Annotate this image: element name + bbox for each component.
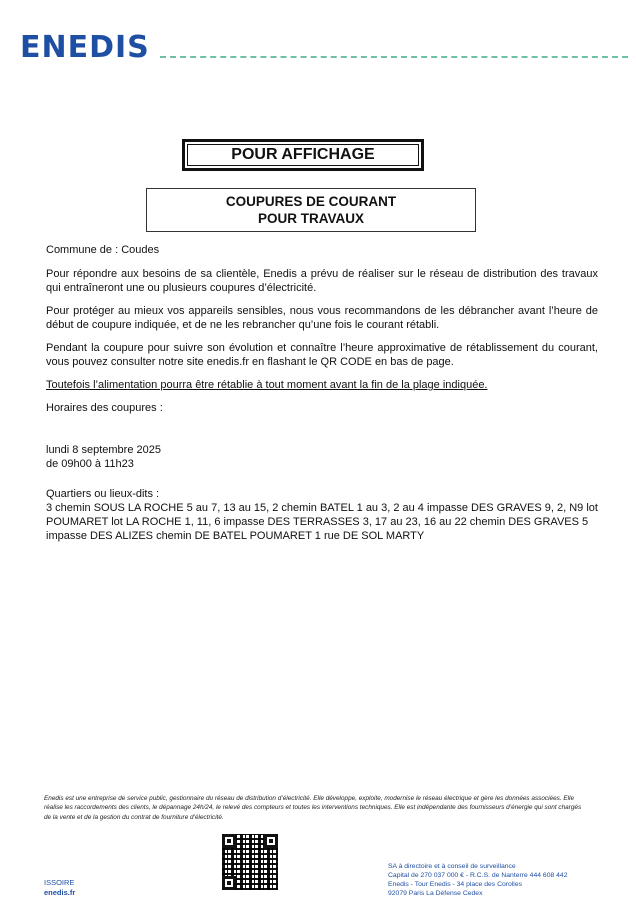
paragraph-1: Pour répondre aux besoins de sa clientèle, Enedis a prévu de réaliser sur le réseau de distribution des travaux qui entraîneront une ou plusieurs coupures d’électricité. xyxy=(46,268,598,294)
legal-line: Capital de 270 037 000 € - R.C.S. de Nanterre 444 608 442 xyxy=(388,872,568,879)
horaires-label: Horaires des coupures : xyxy=(46,402,163,414)
title-box xyxy=(182,139,424,171)
outage-date: lundi 8 septembre 2025 xyxy=(46,444,161,456)
qr-finder-icon xyxy=(222,834,236,848)
list-item: 9, 2, N9 lot POUMARET xyxy=(46,502,598,528)
list-item: lot LA ROCHE xyxy=(111,516,182,528)
list-item: 5 impasse DES ALIZES xyxy=(46,516,589,542)
list-item: chemin DE BATEL POUMARET xyxy=(156,530,312,542)
outage-time: de 09h00 à 11h23 xyxy=(46,458,134,470)
list-item: 1 rue DE SOL MARTY xyxy=(314,530,425,542)
page-title: POUR AFFICHAGE xyxy=(231,146,375,163)
paragraph-3: Pendant la coupure pour suivre son évolution et connaître l’heure approximative de rétablissement du courant, vous pouvez consulter notre site enedis.fr en flashant le QR CODE en bas de page. xyxy=(46,342,598,368)
warning-text: Toutefois l’alimentation pourra être rétablie à tout moment avant la fin de la plage indiquée. xyxy=(46,379,488,391)
list-item: 3, 17 au 23, 16 au 22 chemin DES GRAVES xyxy=(362,516,579,528)
list-item: 1 au 3, 2 au 4 impasse DES GRAVES xyxy=(356,502,542,514)
footer-website: enedis.fr xyxy=(44,888,76,897)
subtitle-box xyxy=(146,188,476,232)
footer-legal xyxy=(388,862,567,898)
qr-code-icon[interactable] xyxy=(222,834,278,890)
paragraph-2: Pour protéger au mieux vos appareils sensibles, nous vous recommandons de les débrancher avant l’heure de début de coupure indiquée, et de ne les rebrancher qu’une fois le courant rétabli. xyxy=(46,305,598,331)
legal-line: Enedis - Tour Enedis - 34 place des Corolles xyxy=(388,881,522,888)
subtitle-line-1: COUPURES DE COURANT xyxy=(225,194,397,209)
footer-city: ISSOIRE xyxy=(44,878,75,887)
qr-finder-icon xyxy=(222,876,236,890)
footer-disclaimer: Enedis est une entreprise de service public, gestionnaire du réseau de distribution d’électricité. Elle développe, exploite, modernise le réseau électrique et gère les données associées. Elle réalise les raccordements des clients, le dépannage 24h/24, le relevé des compteurs et toutes les interventions techniques. Elle est indépendante des fournisseurs d’énergie qui sont chargés de la vente et de la gestion du contrat de fourniture d’électricité. xyxy=(44,795,582,821)
list-item: 1, 11, 6 impasse DES TERRASSES xyxy=(184,516,360,528)
footer-city-block xyxy=(44,878,75,898)
quartiers-label: Quartiers ou lieux-dits : xyxy=(46,488,160,500)
legal-line: 92079 Paris La Défense Cedex xyxy=(388,890,483,897)
header-divider xyxy=(160,56,628,58)
list-item: 5 au 7, 13 au 15, 2 chemin BATEL xyxy=(186,502,354,514)
enedis-logo: ENEDIS xyxy=(20,30,150,65)
quartiers-list xyxy=(46,501,598,543)
list-item: 3 chemin SOUS LA ROCHE xyxy=(46,502,184,514)
notice-body xyxy=(46,243,598,543)
qr-finder-icon xyxy=(264,834,278,848)
commune: Commune de : Coudes xyxy=(46,244,160,256)
subtitle-line-2: POUR TRAVAUX xyxy=(257,211,364,226)
legal-line: SA à directoire et à conseil de surveillance xyxy=(388,863,516,870)
